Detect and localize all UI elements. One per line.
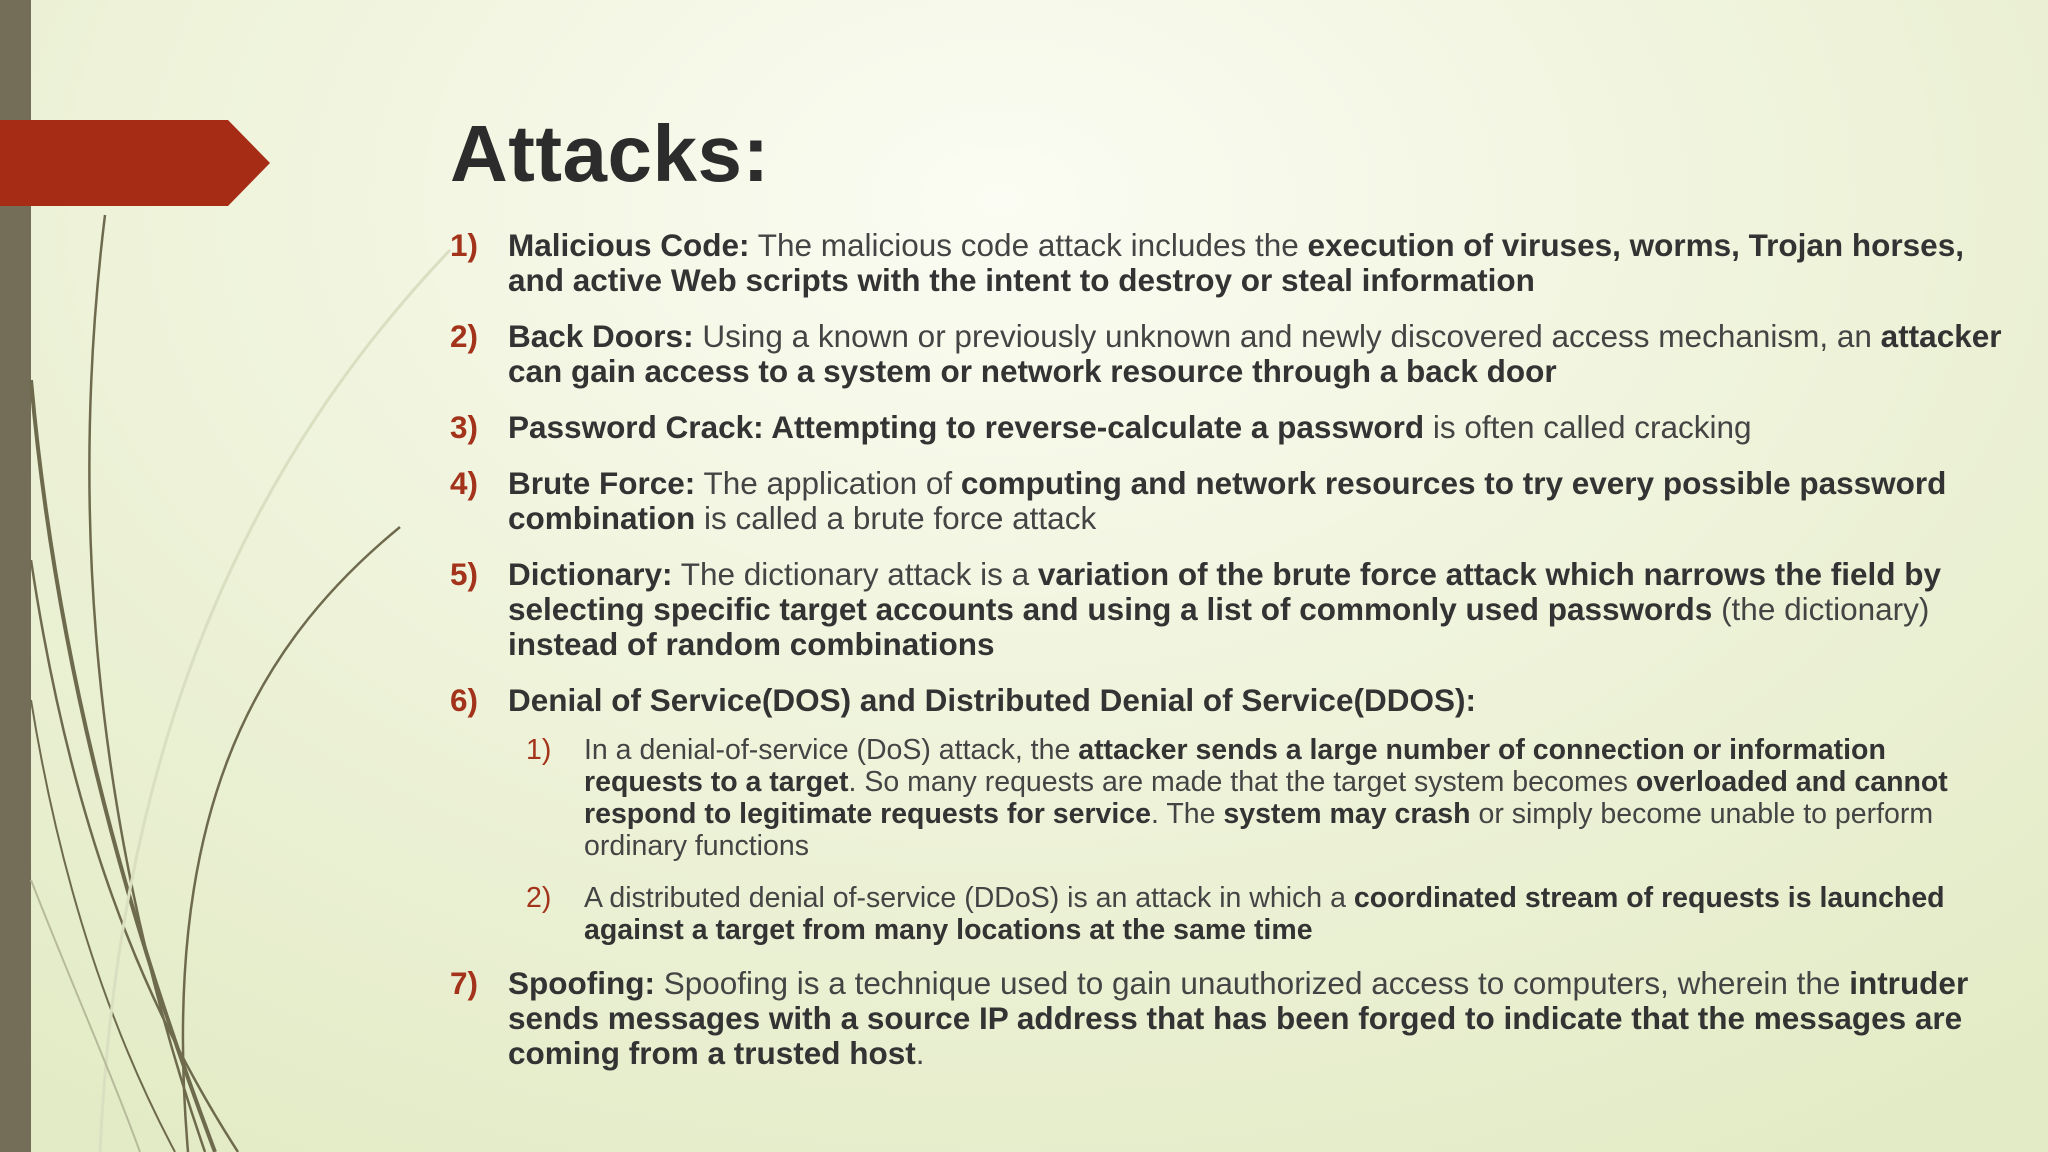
item-number: 6) (450, 682, 479, 718)
list-item-malicious-code (450, 228, 2010, 298)
list-item-password-crack (450, 410, 2010, 445)
item-number: 7) (450, 965, 479, 1001)
item-number: 3) (450, 409, 479, 445)
item-number: 4) (450, 465, 479, 501)
slide-title: Attacks: (450, 109, 770, 198)
sub-item-number: 1) (526, 734, 552, 766)
sub-item-ddos (526, 882, 2010, 946)
item-text: Spoofing: Spoofing is a technique used to gain unauthorized access to computers, wherein the intruder sends messages with a source IP address that has been forged to indicate that the messages are coming from a trusted host. (508, 965, 1969, 1071)
item-text (508, 683, 2010, 718)
item-number: 1) (450, 227, 479, 263)
list-item-brute-force (450, 466, 2010, 536)
item-term: Password Crack: Attempting to reverse-calculate a password (508, 409, 1425, 445)
item-term: Brute Force: (508, 465, 696, 501)
sub-item-text: A distributed denial of-service (DDoS) is an attack in which a coordinated stream of requests is launched against a target from many locations at the same time (584, 882, 1945, 946)
sub-item-text: In a denial-of-service (DoS) attack, the attacker sends a large number of connection or information requests to a target. So many requests are made that the target system becomes overloaded and cannot respond to legitimate requests for service. The system may crash or simply become unable to perform ordinary functions (584, 734, 1948, 862)
item-term: Back Doors: (508, 318, 694, 354)
item-number: 5) (450, 556, 479, 592)
item-term: Malicious Code: (508, 227, 750, 263)
item-term: Dictionary: (508, 556, 673, 592)
item-term: Spoofing: (508, 965, 655, 1001)
item-number: 2) (450, 318, 479, 354)
list-item-back-doors (450, 319, 2010, 389)
list-item-spoofing (450, 966, 2010, 1071)
item-term: Denial of Service(DOS) and Distributed Denial of Service(DDOS): (508, 682, 1476, 718)
dos-sub-list (526, 734, 2010, 946)
item-text: Password Crack: Attempting to reverse-calculate a password is often called cracking (508, 409, 1752, 445)
decorative-curves (0, 0, 460, 1152)
item-text: Malicious Code: The malicious code attack includes the execution of viruses, worms, Trojan horses, and active Web scripts with the intent to destroy or steal information (508, 227, 1964, 298)
list-item-dictionary (450, 557, 2010, 662)
item-text: Dictionary: The dictionary attack is a variation of the brute force attack which narrows the field by selecting specific target accounts and using a list of commonly used passwords (the dictionary) instead of random combinations (508, 556, 1942, 662)
item-text: Back Doors: Using a known or previously unknown and newly discovered access mechanism, an attacker can gain access to a system or network resource through a back door (508, 318, 2002, 389)
list-item-dos-ddos (450, 683, 2010, 718)
sub-item-dos (526, 734, 2010, 862)
item-text: Brute Force: The application of computing and network resources to try every possible password combination is called a brute force attack (508, 465, 1947, 536)
attack-list (450, 228, 2010, 1092)
sub-item-number: 2) (526, 882, 552, 914)
